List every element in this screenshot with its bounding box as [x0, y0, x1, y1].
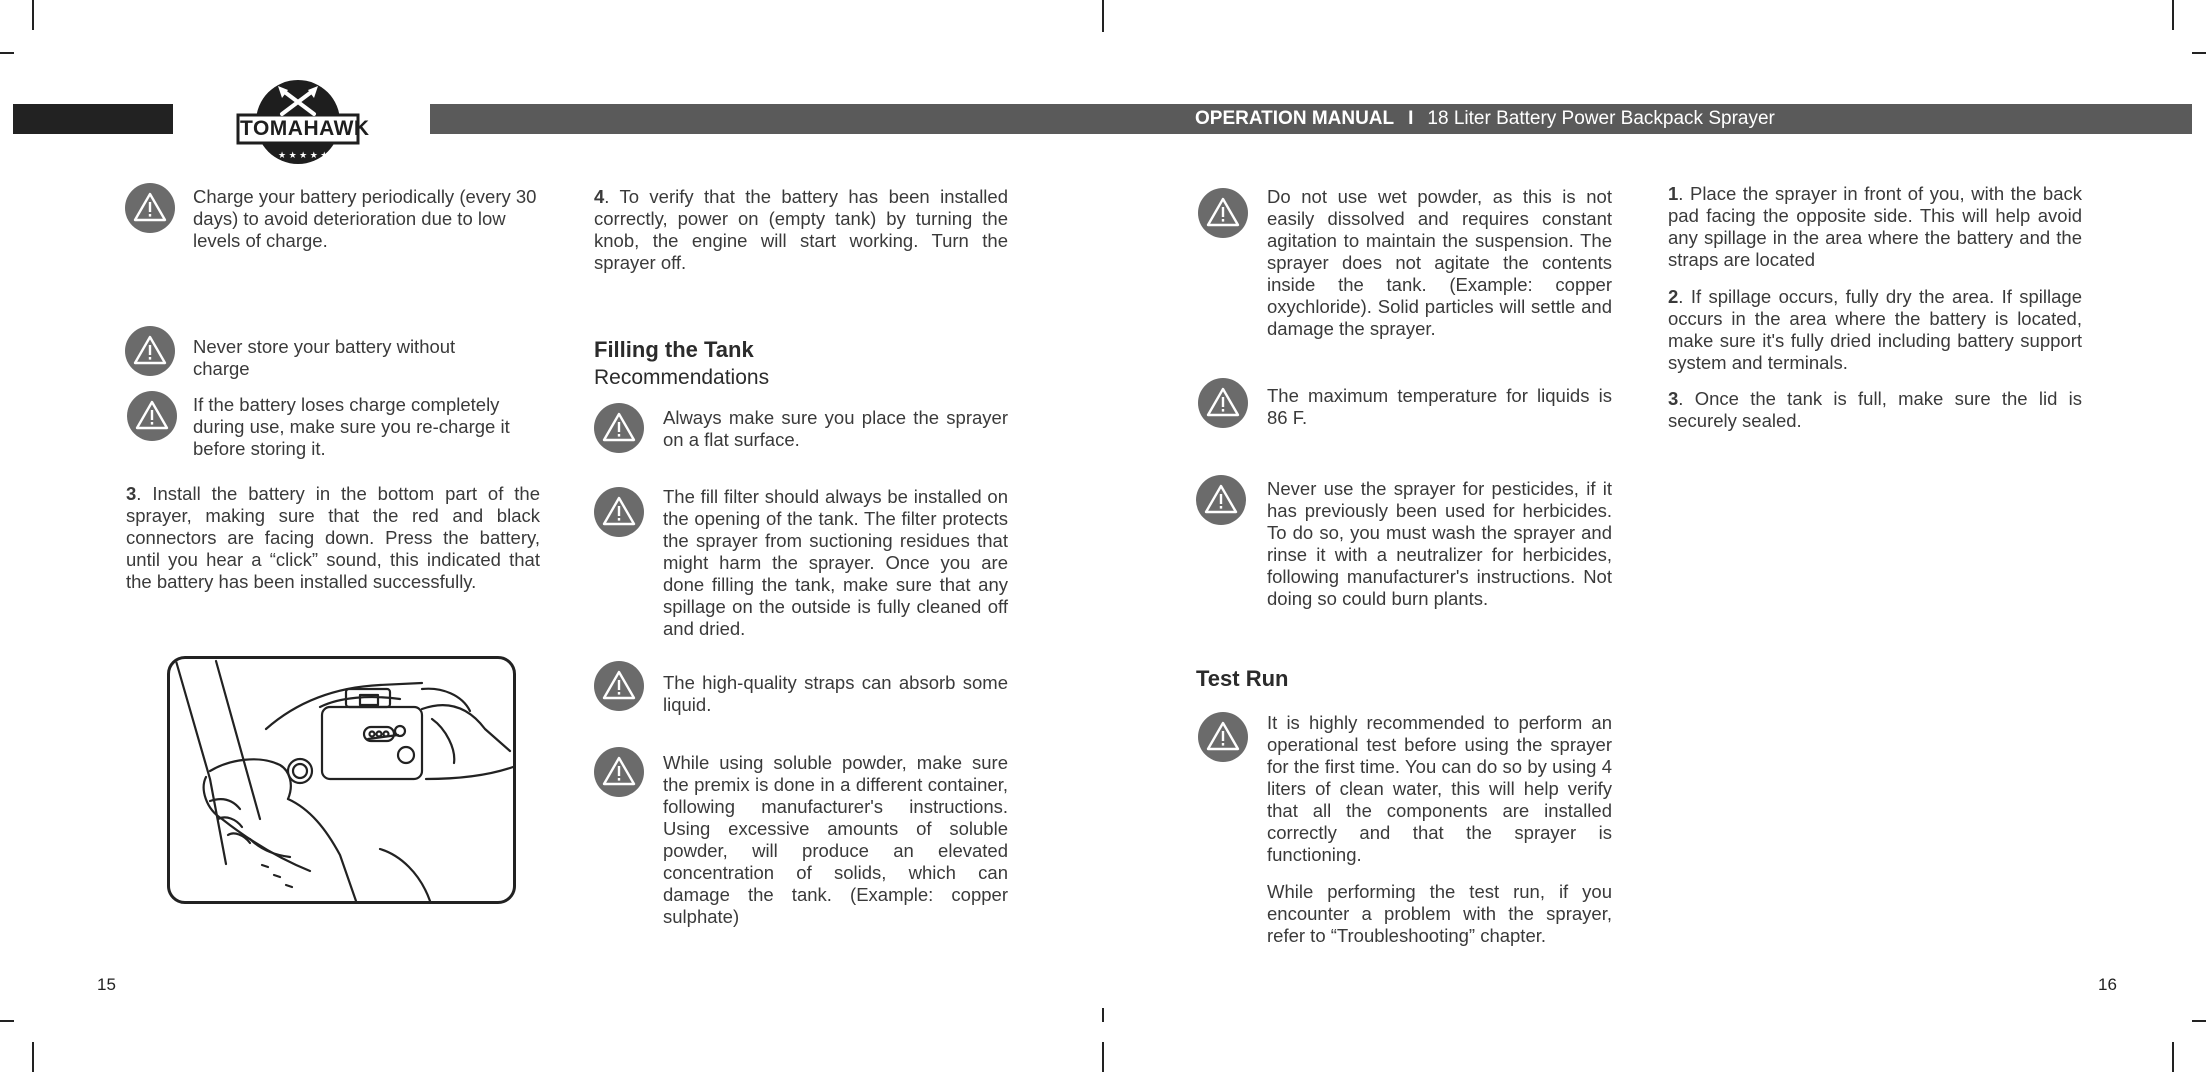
crop-mark — [1102, 1042, 1104, 1072]
logo-text: TOMAHAWK — [240, 117, 370, 140]
section-heading-filling-tank: Filling the Tank — [594, 337, 754, 362]
crop-mark — [2192, 1020, 2206, 1022]
crop-mark — [2172, 0, 2174, 30]
step-text: . Once the tank is full, make sure the lid is securely sealed. — [1668, 388, 2082, 431]
test-run-paragraph: While performing the test run, if you encounter a problem with the sprayer, refer to “Troubleshooting” chapter. — [1267, 881, 1612, 946]
page-number: 16 — [2098, 975, 2117, 994]
step-number: 2 — [1668, 286, 1679, 307]
crop-mark — [32, 1042, 34, 1072]
warning-triangle-icon — [125, 183, 175, 233]
crop-mark — [32, 0, 34, 30]
manual-title: OPERATION MANUAL — [1195, 108, 1395, 129]
warning-triangle-icon — [594, 487, 644, 537]
crop-mark — [0, 52, 14, 54]
crop-mark — [0, 1020, 14, 1022]
warning-triangle-icon — [1196, 475, 1246, 525]
warning-text: If the battery loses charge completely during use, make sure you re-charge it before storing it. — [193, 394, 510, 459]
warning-text: Charge your battery periodically (every 30 days) to avoid deterioration due to low levels of charge. — [193, 186, 537, 251]
crop-mark — [1102, 0, 1104, 32]
step-3-seal-lid — [1668, 388, 2082, 432]
warning-triangle-icon — [127, 391, 177, 441]
warning-text: Never store your battery without charge — [193, 336, 456, 379]
section-subheading-recommendations: Recommendations — [594, 366, 770, 389]
crop-mark — [2172, 1042, 2174, 1072]
warning-triangle-icon — [1198, 712, 1248, 762]
header-bar-left — [13, 104, 173, 134]
warning-triangle-icon — [594, 661, 644, 711]
step-4-verify-battery — [594, 186, 1008, 274]
warning-triangle-icon — [594, 747, 644, 797]
warning-triangle-icon — [1198, 378, 1248, 428]
warning-triangle-icon — [1198, 188, 1248, 238]
warning-text: While using soluble powder, make sure the premix is done in a different container, following manufacturer's instructions. Using excessive amounts of soluble powder, will produce an elevated concentration of solids, which can damage the tank. (Example: copper sulphate) — [663, 752, 1008, 927]
step-text: . If spillage occurs, fully dry the area. If spillage occurs in the area where the battery is located, make sure it's fully dried including battery support system and terminals. — [1668, 286, 2082, 373]
warning-text: Always make sure you place the sprayer on a flat surface. — [663, 407, 1008, 450]
warning-triangle-icon — [594, 403, 644, 453]
step-number: 3 — [126, 483, 137, 504]
page-number: 15 — [97, 975, 116, 994]
warning-text: The fill filter should always be installed on the opening of the tank. The filter protects the sprayer from suctioning residues that might harm the sprayer. Once you are done filling the tank, make sure that any spillage on the outside is fully cleaned off and dried. — [663, 486, 1008, 639]
warning-text: The high-quality straps can absorb some liquid. — [663, 672, 1008, 715]
step-text: . Place the sprayer in front of you, with the back pad facing the opposite side. This will help avoid any spillage in the area where the battery and the straps are located — [1668, 183, 2082, 270]
step-1-place-sprayer — [1668, 183, 2082, 271]
header-title — [1195, 104, 1775, 134]
battery-install-illustration — [167, 656, 516, 904]
crop-mark — [2192, 52, 2206, 54]
warning-triangle-icon — [125, 326, 175, 376]
step-text: . Install the battery in the bottom part of the sprayer, making sure that the red and black connectors are facing down. Press the battery, until you hear a “click” sound, this indicated that the battery has been installed successfully. — [126, 483, 540, 592]
step-3-install-battery — [126, 483, 540, 593]
section-heading-test-run: Test Run — [1196, 666, 1289, 691]
header-separator: I — [1408, 108, 1414, 129]
step-number: 4 — [594, 186, 605, 207]
warning-text: Never use the sprayer for pesticides, if it has previously been used for herbicides. To do so, you must wash the sprayer and rinse it with a neutralizer for herbicides, following manufacturer's instructions. Not doing so could burn plants. — [1267, 478, 1612, 609]
step-number: 1 — [1668, 183, 1679, 204]
manual-subtitle: 18 Liter Battery Power Backpack Sprayer — [1427, 108, 1775, 129]
step-text: . To verify that the battery has been installed correctly, power on (empty tank) by turning the knob, the engine will start working. Turn the sprayer off. — [594, 186, 1008, 273]
step-number: 3 — [1668, 388, 1679, 409]
svg-text:★ ★ ★ ★ ★: ★ ★ ★ ★ ★ — [278, 150, 329, 160]
warning-text: The maximum temperature for liquids is 86 F. — [1267, 385, 1612, 428]
warning-text: Do not use wet powder, as this is not easily dissolved and requires constant agitation to maintain the suspension. The sprayer does not agitate the contents inside the tank. (Example: copper oxychloride). Solid particles will settle and damage the sprayer. — [1267, 186, 1612, 339]
crop-mark — [1102, 1008, 1104, 1022]
tomahawk-logo — [230, 70, 370, 170]
test-run-paragraph: It is highly recommended to perform an operational test before using the sprayer for the first time. You can do so by using 4 liters of clean water, this will help verify that all the components are installed correctly and that the sprayer is functioning. — [1267, 712, 1612, 865]
step-2-spillage — [1668, 286, 2082, 374]
